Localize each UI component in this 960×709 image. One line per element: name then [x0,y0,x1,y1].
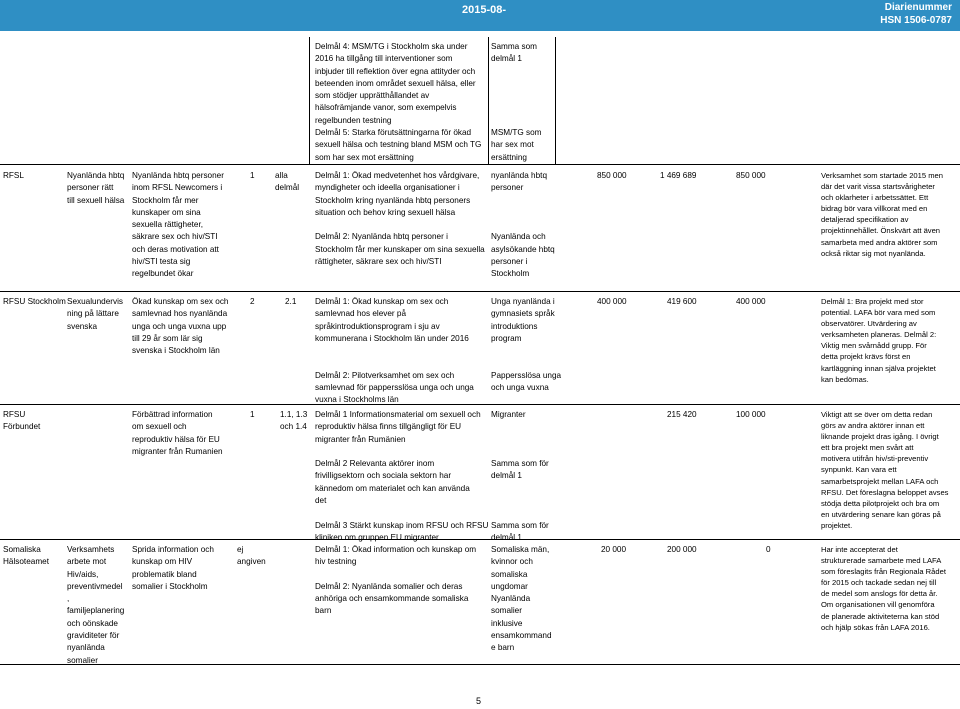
text-line: delmål 1 [491,532,522,542]
text-line: observatörer. Utvärdering av [821,319,917,329]
text-line [491,421,549,433]
text-line: Pappersslösa unga [491,370,562,380]
text-line: Ökad kunskap om sex och [132,297,229,306]
text-line: kvinnor och [491,557,533,567]
text-line: och oklarheter i arbetssättet. Ett [821,193,929,203]
text-line: Sprida information och [132,545,214,554]
text-line: samlevnad hos elever på [315,309,407,319]
amount-total: 1 469 689 [660,171,697,180]
text-line: bidrag bör vara villkorat med en [821,204,928,214]
text-line: anhöriga och ensamkommande somaliska [315,594,469,604]
header-diarienummer [880,1,952,27]
target-group [491,544,552,655]
text-line [315,507,488,519]
text-line: frivilligsektorn och sociala sektorn har [315,471,452,481]
text-line: projektinnehållet. Önskvärt att även [821,226,941,236]
text-line: migranter från Rumanien [132,446,223,456]
text-line: somalier [67,655,98,665]
text-line: personer rätt [67,183,114,193]
text-line: Nyanlända [491,594,531,604]
project-purpose [132,296,228,357]
text-line: 2.1 [285,297,297,306]
text-line [315,345,474,357]
target-group [491,170,555,281]
text-line: familjeplanering [67,606,125,616]
target-group [491,409,549,544]
text-line: preventivmedel [67,581,123,591]
text-line: Stockholm får mer kunskaper om sina sexuella [315,244,485,254]
project-name [67,296,123,333]
amount-applied: 400 000 [597,297,627,306]
row-divider [0,291,960,292]
text-line: om sexuell och [132,422,187,432]
text-line: unga och unga vuxna upp [132,321,227,331]
text-line: Delmål 4: MSM/TG i Stockholm ska under [315,42,468,51]
text-line: och deras motivation att [132,244,219,254]
text-line: kännedom om materialet och kan använda [315,483,470,493]
text-line [491,495,549,507]
text-line: Förbundet [3,422,41,432]
text-line: somaliska [491,569,528,579]
text-line: ersättning [491,152,527,162]
text-line: ensamkommand [491,631,552,641]
text-line [491,483,549,495]
text-line: RFSU Stockholm [3,297,66,306]
text-line: inom RFSL Newcomers i [132,183,223,193]
text-line [491,195,555,207]
comment [821,170,943,259]
text-line [491,507,549,519]
text-line: Verksamhets [67,545,115,554]
text-line: problematik bland [132,569,197,579]
text-line: Sexualundervis [67,297,123,306]
text-line: Om organisationen vill genomföra [821,600,935,610]
text-line: synpunkt. Kan vara ett [821,465,897,475]
goal-ref [250,170,255,182]
text-line: Förbättrad information [132,410,213,419]
text-line: graviditeter för [67,631,120,641]
text-line: barn [315,606,332,616]
text-line: RFSL [3,171,24,180]
text-line: ett bra projekt men svårt att [821,443,914,453]
text-line: reproduktiv hälsa finns tillgängligt för EU [315,422,462,432]
text-line: nyanlända [67,643,105,653]
project-purpose [132,409,223,458]
text-line: och 1.4 [280,422,307,432]
text-line: delmål 1 [491,54,522,64]
text-line: Delmål 2: Nyanlända somalier och deras [315,581,463,591]
text-line: Nyanlända hbtq personer [132,171,224,180]
text-line: svenska [67,321,98,331]
text-line: Delmål 1: Ökad medvetenhet hos vårdgivare, [315,171,480,180]
text-line [491,345,561,357]
project-name [67,544,124,667]
text-line: program [491,333,522,343]
text-line: Delmål 2: Nyanlända hbtq personer i [315,232,448,242]
text-line [491,434,549,446]
text-line: görs av andra aktörer innan ett [821,421,925,431]
text-line [315,569,476,581]
text-line: myndigheter och ideella organisationer i [315,183,460,193]
text-line: Delmål 3 Stärkt kunskap inom RFSU och RFSU [315,520,489,530]
text-line: 1 [250,410,255,419]
text-line: 1 [250,171,255,180]
org-name [3,409,40,434]
goal-ref-detail [280,409,307,434]
text-line: svenska i Stockholm län [132,346,220,356]
text-line: Delmål 2: Pilotverksamhet om sex och [315,370,455,380]
text-line: potential. LAFA bör vara med som [821,308,936,318]
text-line: kliniken om gruppen EU migranter [315,532,439,542]
text-line: ning på lättare [67,309,119,319]
page-number: 5 [476,696,482,706]
text-line: kommunerana i Stockholm län under 2016 [315,333,469,343]
text-line: som stödjer upprätthållandet av [315,91,430,101]
text-line: 2 [250,297,255,306]
goal-ref [237,544,266,569]
project-purpose [132,544,214,593]
column-divider [488,37,489,165]
text-line: liknande projekt dras igång. I övrigt [821,432,939,442]
text-line: och hjälp sökas från LAFA 2016. [821,622,930,632]
text-line: angiven [237,557,266,567]
text-line: introduktions [491,321,538,331]
text-line: detta projekt krävs först en [821,352,911,362]
goal-4-text [315,41,476,127]
goal-4-target [491,41,537,66]
text-line: rättigheter, säkrare sex och hiv/STI [315,257,442,267]
text-line: kan bedömas. [821,374,869,384]
text-line: Delmål 5: Starka förutsättningarna för ökad [315,128,472,137]
text-line [491,219,555,231]
text-line: sexuella rättigheter, [132,220,204,230]
text-line [491,357,561,369]
text-line: 1.1, 1.3 [280,410,308,419]
text-line: språkintroduktionsprogram i sju av [315,321,440,331]
goal-5-target [491,127,542,164]
text-line: Migranter [491,410,526,419]
goals [315,170,485,268]
text-line [315,446,488,458]
text-line: RFSU [3,410,26,419]
text-line: sexuell hälsa och testning bland MSM och TG [315,140,482,150]
text-line: Samma som [491,42,537,51]
text-line: Somaliska [3,545,41,554]
text-line: en utvärdering senare kan göras på [821,509,941,519]
text-line: samlevnad för pappersslösa unga och unga [315,383,474,393]
text-line: där det varit vissa startsvårigheter [821,182,935,192]
amount-total: 419 600 [667,297,697,306]
text-line: till 29 år som lär sig [132,333,203,343]
text-line: som har sex mot ersättning [315,152,414,162]
text-line: nyanlända hbtq [491,171,547,180]
text-line: vuxna i Stockholms län [315,395,399,405]
text-line: de medel som anslogs för detta år. [821,589,938,599]
text-line: Verksamhet som startade 2015 men [821,171,943,180]
amount-proposed: 400 000 [736,297,766,306]
text-line: , [67,594,70,604]
amount-total: 200 000 [667,545,697,554]
text-line: e barn [491,643,515,653]
goals [315,409,488,544]
text-line: personer [491,183,524,193]
header-date: 2015-08- [462,4,507,16]
text-line: motivera utifrån hiv/sti-preventiv [821,454,929,464]
amount-proposed: 0 [766,545,771,554]
text-line: samarbetsprojekt mellan LAFA och [821,476,939,486]
text-line: säkrare sex och hiv/STI [132,232,218,242]
text-line: beteenden inom området sexuell hälsa, eller [315,78,476,88]
amount-proposed: 850 000 [736,171,766,180]
text-line: ej [237,545,244,554]
text-line: och oönskade [67,618,118,628]
text-line: strukturerade samarbete med LAFA [821,556,942,566]
comment [821,296,936,385]
text-line: hiv/STI testa sig [132,257,191,267]
header-bar [0,0,960,31]
text-line: och unga vuxna [491,383,549,393]
text-line: Stockholm kring nyanlända hbtq personers [315,195,471,205]
text-line [491,446,549,458]
text-line: Samma som för [491,459,549,469]
project-purpose [132,170,224,281]
column-divider [555,37,556,165]
text-line [315,357,474,369]
text-line: har sex mot [491,140,534,150]
goals [315,544,476,618]
org-name [3,544,49,569]
amount-applied: 850 000 [597,171,627,180]
text-line: Hiv/aids, [67,569,99,579]
text-line: Viktigt att se över om detta redan [821,410,933,419]
org-name [3,296,66,308]
text-line: delmål 1 [491,471,522,481]
text-line: arbete mot [67,557,107,567]
text-line: Hälsoteamet [3,557,49,567]
column-divider [309,37,310,165]
text-line: som föreslagits från Regionala Rådet [821,567,946,577]
row-divider [0,404,960,405]
text-line: Delmål 1 Informationsmaterial om sexuell och [315,410,481,419]
comment [821,544,946,633]
text-line: verksamheten planeras. Delmål 2: [821,330,937,340]
text-line: hiv testning [315,557,357,567]
text-line: Samma som för [491,520,549,530]
text-line: ungdomar [491,581,528,591]
text-line: inbjuder till reflektion över egna attityder och [315,66,476,76]
text-line: regelbundet ökar [132,269,194,279]
text-line [491,207,555,219]
text-line: hälsofrämjande vanor, som exempelvis [315,103,457,113]
text-line: de planerade aktiviteterna kan stöd [821,611,940,621]
text-line: samarbeta med andra aktörer som [821,237,938,247]
text-line: Stockholm får mer [132,195,199,205]
diarienummer-value: HSN 1506-0787 [880,15,952,26]
text-line: gymnasiets språk [491,309,555,319]
amount-applied: 20 000 [601,545,627,554]
diarienummer-label: Diarienummer [884,2,952,13]
text-line: somalier i Stockholm [132,581,208,591]
comment [821,409,948,531]
goal-ref [250,409,255,421]
text-line: Nyanlända hbtq [67,171,125,180]
text-line: Delmål 1: Ökad information och kunskap om [315,545,477,554]
text-line: Nyanlända och [491,232,546,242]
text-line: det [315,496,327,506]
row-divider [0,164,960,165]
text-line: Delmål 1: Ökad kunskap om sex och [315,297,449,306]
text-line: personer i [491,257,528,267]
text-line: kartläggning innan själva projektet [821,363,936,373]
text-line: somalier [491,606,522,616]
text-line: MSM/TG som [491,128,542,137]
text-line: RFSU. Det föreslagna beloppet avses [821,487,949,497]
text-line: också riktar sig mot nyanlända. [821,248,926,258]
text-line: 2016 ha tillgång till interventioner som [315,54,453,64]
text-line: reproduktiv hälsa för EU [132,434,220,444]
text-line: asylsökande hbtq [491,244,555,254]
text-line: situation och behov kring sexuell hälsa [315,207,456,217]
text-line: kunskaper om sina [132,207,201,217]
text-line: till sexuell hälsa [67,195,125,205]
goal-5-text [315,127,481,164]
goals [315,296,474,407]
text-line: stödja detta pilotprojekt och bra om [821,498,940,508]
text-line: Somaliska män, [491,545,550,554]
amount-proposed: 100 000 [736,410,766,419]
text-line: Unga nyanlända i [491,297,555,306]
text-line: kunskap om HIV [132,557,193,567]
text-line: delmål [275,183,300,193]
goal-ref-detail [275,170,299,195]
text-line: detaljerad specifikation av [821,215,909,225]
text-line: Delmål 1: Bra projekt med stor [821,297,924,306]
text-line: Stockholm [491,269,530,279]
row-divider [0,664,960,665]
amount-total: 215 420 [667,410,697,419]
text-line: samlevnad hos nyanlända [132,309,228,319]
text-line [315,219,485,231]
text-line: inklusive [491,618,523,628]
text-line: för 2015 och tackade sedan nej till [821,578,937,588]
target-group [491,296,561,394]
text-line: Delmål 2 Relevanta aktörer inom [315,459,435,469]
text-line: projektet. [821,520,853,530]
goal-ref [250,296,255,308]
goal-ref-detail [285,296,296,308]
org-name [3,170,24,182]
text-line: regelbunden testning [315,115,392,125]
project-name [67,170,124,207]
text-line: alla [275,171,288,180]
text-line: Har inte accepterat det [821,545,898,554]
text-line: migranter från Rumänien [315,434,406,444]
text-line: Viktig men svårnådd grupp. För [821,341,927,351]
